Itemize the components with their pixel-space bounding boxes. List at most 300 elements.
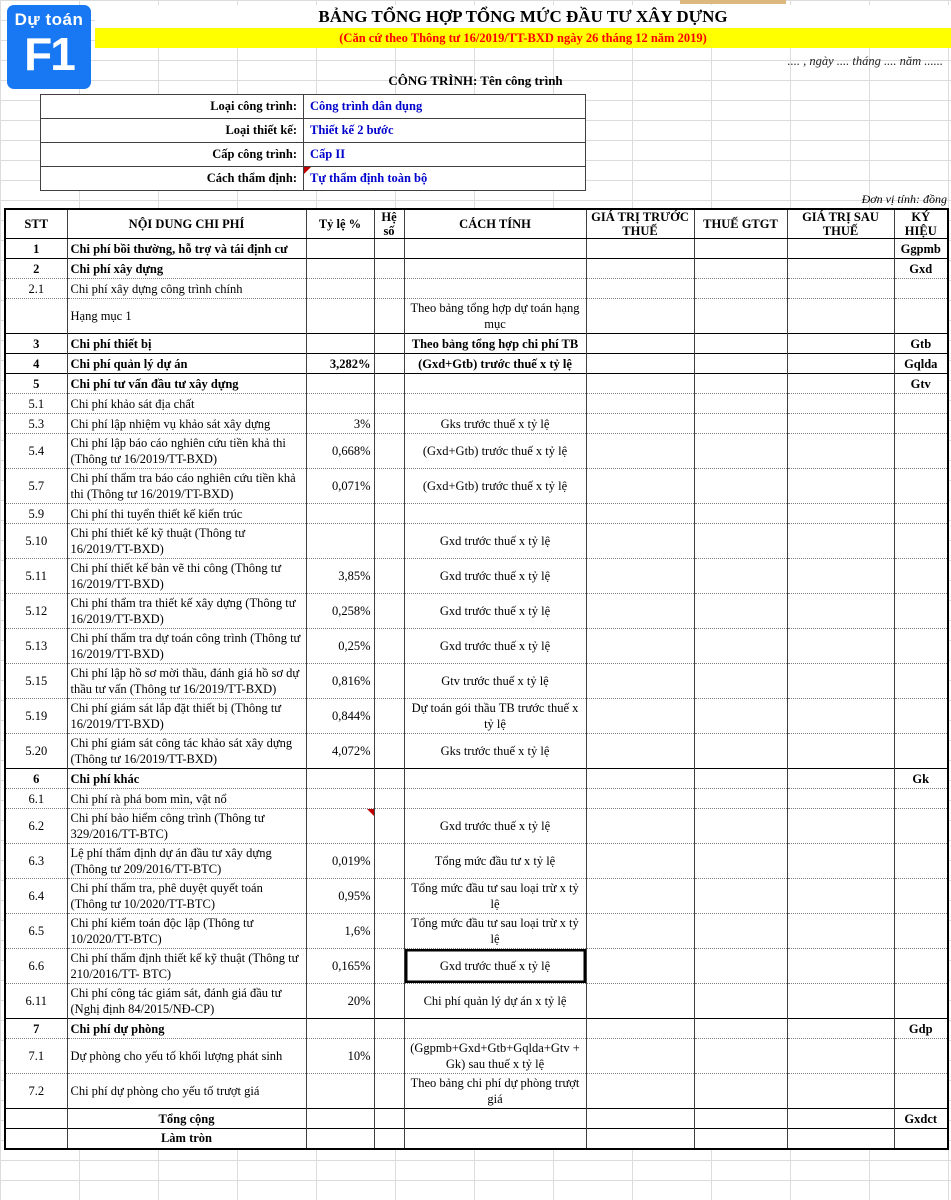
cell-rate[interactable] [306,394,374,414]
cell-stt[interactable]: 6 [5,769,67,789]
cell-method[interactable]: Dự toán gói thầu TB trước thuế x tỷ lệ [404,699,586,734]
column-header-method: CÁCH TÍNH [404,209,586,239]
cell-vat-value[interactable] [694,524,787,559]
cell-vat-value[interactable] [694,1129,787,1149]
cell-rate[interactable] [306,789,374,809]
cell-stt[interactable]: 7 [5,1019,67,1039]
cell-coefficient[interactable] [374,1074,404,1109]
cell-stt[interactable]: 5.20 [5,734,67,769]
cell-stt[interactable]: 4 [5,354,67,374]
cell-vat-value[interactable] [694,769,787,789]
cell-vat-value[interactable] [694,504,787,524]
cell-method[interactable] [404,1109,586,1129]
cell-coefficient[interactable] [374,334,404,354]
cell-vat-value[interactable] [694,734,787,769]
cell-method[interactable] [404,259,586,279]
cell-symbol[interactable] [894,914,948,949]
cell-pre-tax-value[interactable] [586,734,694,769]
cell-stt[interactable] [5,1109,67,1129]
table-row [5,1074,948,1109]
cell-post-tax-value[interactable] [787,949,894,984]
cell-pre-tax-value[interactable] [586,1109,694,1129]
cell-pre-tax-value[interactable] [586,1129,694,1149]
cell-symbol[interactable] [894,299,948,334]
cell-content[interactable]: Chi phí giám sát lắp đặt thiết bị (Thông tư 16/2019/TT-BXD) [67,699,306,734]
cell-vat-value[interactable] [694,879,787,914]
cell-post-tax-value[interactable] [787,1129,894,1149]
cell-coefficient[interactable] [374,279,404,299]
cell-method[interactable] [404,239,586,259]
cell-post-tax-value[interactable] [787,239,894,259]
cell-pre-tax-value[interactable] [586,1074,694,1109]
cell-vat-value[interactable] [694,374,787,394]
cell-coefficient[interactable] [374,239,404,259]
cell-rate[interactable] [306,279,374,299]
cell-coefficient[interactable] [374,699,404,734]
cell-vat-value[interactable] [694,949,787,984]
cell-method[interactable]: Theo bảng chi phí dự phòng trượt giá [404,1074,586,1109]
cell-coefficient[interactable] [374,504,404,524]
cell-post-tax-value[interactable] [787,469,894,504]
cell-rate[interactable]: 0,258% [306,594,374,629]
cell-stt[interactable]: 1 [5,239,67,259]
cell-post-tax-value[interactable] [787,374,894,394]
cell-method[interactable]: Gks trước thuế x tỷ lệ [404,734,586,769]
cell-stt[interactable]: 7.1 [5,1039,67,1074]
cell-coefficient[interactable] [374,949,404,984]
cell-content[interactable]: Chi phí tư vấn đầu tư xây dựng [67,374,306,394]
cell-content[interactable]: Làm tròn [67,1129,306,1149]
cell-stt[interactable]: 7.2 [5,1074,67,1109]
cell-content[interactable]: Tổng cộng [67,1109,306,1129]
cell-pre-tax-value[interactable] [586,334,694,354]
info-value-with-comment-icon[interactable]: Tự thẩm định toàn bộ [304,167,586,191]
cell-stt[interactable]: 5.11 [5,559,67,594]
cell-content[interactable]: Chi phí công tác giám sát, đánh giá đầu tư (Nghị định 84/2015/NĐ-CP) [67,984,306,1019]
cell-vat-value[interactable] [694,259,787,279]
cell-stt[interactable]: 5.15 [5,664,67,699]
cell-method[interactable]: Gxd trước thuế x tỷ lệ [404,629,586,664]
cell-method[interactable] [404,374,586,394]
cell-symbol[interactable] [894,469,948,504]
cell-symbol[interactable] [894,949,948,984]
cell-pre-tax-value[interactable] [586,524,694,559]
cell-pre-tax-value[interactable] [586,259,694,279]
cell-symbol[interactable] [894,664,948,699]
cell-coefficient[interactable] [374,559,404,594]
cell-rate[interactable] [306,1109,374,1129]
cell-pre-tax-value[interactable] [586,879,694,914]
cell-vat-value[interactable] [694,809,787,844]
cell-coefficient[interactable] [374,374,404,394]
cell-coefficient[interactable] [374,414,404,434]
cell-symbol[interactable] [894,879,948,914]
cell-rate[interactable] [306,504,374,524]
cell-symbol[interactable] [894,844,948,879]
cell-pre-tax-value[interactable] [586,844,694,879]
cell-content[interactable]: Chi phí dự phòng [67,1019,306,1039]
cell-pre-tax-value[interactable] [586,984,694,1019]
cell-coefficient[interactable] [374,1039,404,1074]
cell-coefficient[interactable] [374,259,404,279]
cell-rate[interactable] [306,299,374,334]
cell-symbol[interactable] [894,524,948,559]
cell-post-tax-value[interactable] [787,394,894,414]
cell-rate[interactable] [306,374,374,394]
cell-stt[interactable]: 6.6 [5,949,67,984]
cell-vat-value[interactable] [694,984,787,1019]
cell-method[interactable]: Gxd trước thuế x tỷ lệ [404,949,586,984]
cell-coefficient[interactable] [374,809,404,844]
cell-content[interactable]: Chi phí thi tuyển thiết kế kiến trúc [67,504,306,524]
cell-stt[interactable] [5,1129,67,1149]
cell-symbol[interactable]: Gxdct [894,1109,948,1129]
cell-method[interactable]: Gxd trước thuế x tỷ lệ [404,524,586,559]
cell-rate[interactable] [306,239,374,259]
cell-symbol[interactable] [894,394,948,414]
cell-symbol[interactable] [894,414,948,434]
cell-stt[interactable]: 5.7 [5,469,67,504]
cell-pre-tax-value[interactable] [586,414,694,434]
cell-method[interactable]: Theo bảng tổng hợp chi phí TB [404,334,586,354]
cell-pre-tax-value[interactable] [586,594,694,629]
cell-pre-tax-value[interactable] [586,809,694,844]
cell-symbol[interactable]: Gk [894,769,948,789]
cell-rate[interactable] [306,334,374,354]
cell-rate[interactable]: 0,25% [306,629,374,664]
highlighted-cell-fragment [680,0,786,4]
cell-content[interactable]: Chi phí thẩm tra thiết kế xây dựng (Thông tư 16/2019/TT-BXD) [67,594,306,629]
cell-symbol[interactable] [894,504,948,524]
cell-post-tax-value[interactable] [787,524,894,559]
cell-pre-tax-value[interactable] [586,914,694,949]
cell-method[interactable] [404,789,586,809]
cell-symbol[interactable]: Ggpmb [894,239,948,259]
cell-post-tax-value[interactable] [787,914,894,949]
cell-symbol[interactable] [894,734,948,769]
cell-post-tax-value[interactable] [787,984,894,1019]
cell-content[interactable]: Chi phí rà phá bom mìn, vật nổ [67,789,306,809]
cell-pre-tax-value[interactable] [586,354,694,374]
cell-method[interactable] [404,279,586,299]
cell-vat-value[interactable] [694,1039,787,1074]
cell-symbol[interactable] [894,1039,948,1074]
cell-content[interactable]: Hạng mục 1 [67,299,306,334]
cell-symbol[interactable] [894,699,948,734]
cell-rate[interactable]: 1,6% [306,914,374,949]
cell-vat-value[interactable] [694,699,787,734]
cell-content[interactable]: Chi phí giám sát công tác khảo sát xây dựng (Thông tư 16/2019/TT-BXD) [67,734,306,769]
cell-post-tax-value[interactable] [787,879,894,914]
cell-method[interactable]: (Ggpmb+Gxd+Gtb+Gqlda+Gtv + Gk) sau thuế x tỷ lệ [404,1039,586,1074]
cell-content[interactable]: Chi phí xây dựng [67,259,306,279]
cell-vat-value[interactable] [694,629,787,664]
cell-content[interactable]: Chi phí kiểm toán độc lập (Thông tư 10/2020/TT-BTC) [67,914,306,949]
cell-coefficient[interactable] [374,914,404,949]
cell-method[interactable]: Tổng mức đầu tư sau loại trừ x tỷ lệ [404,879,586,914]
cell-method[interactable]: (Gxd+Gtb) trước thuế x tỷ lệ [404,469,586,504]
cell-coefficient[interactable] [374,469,404,504]
cell-post-tax-value[interactable] [787,734,894,769]
cell-rate[interactable] [306,524,374,559]
cell-post-tax-value[interactable] [787,434,894,469]
cell-post-tax-value[interactable] [787,809,894,844]
cell-rate[interactable] [306,259,374,279]
cell-method[interactable]: Gxd trước thuế x tỷ lệ [404,809,586,844]
cell-stt[interactable]: 5.1 [5,394,67,414]
cell-stt[interactable]: 6.5 [5,914,67,949]
cell-post-tax-value[interactable] [787,699,894,734]
cell-rate[interactable]: 3,282% [306,354,374,374]
cell-content[interactable]: Chi phí thiết kế kỹ thuật (Thông tư 16/2019/TT-BXD) [67,524,306,559]
cell-rate[interactable] [306,769,374,789]
cell-symbol[interactable]: Gxd [894,259,948,279]
cell-method[interactable]: Gxd trước thuế x tỷ lệ [404,594,586,629]
cell-content[interactable]: Chi phí thẩm tra, phê duyệt quyết toán (Thông tư 10/2020/TT-BTC) [67,879,306,914]
cell-content[interactable]: Chi phí bồi thường, hỗ trợ và tái định cư [67,239,306,259]
table-row [5,914,948,949]
cell-rate[interactable]: 3,85% [306,559,374,594]
cell-pre-tax-value[interactable] [586,559,694,594]
cell-vat-value[interactable] [694,594,787,629]
cell-rate[interactable] [306,809,374,844]
cell-vat-value[interactable] [694,664,787,699]
cell-symbol[interactable] [894,1074,948,1109]
cell-rate[interactable]: 0,071% [306,469,374,504]
cell-symbol[interactable] [894,559,948,594]
info-value[interactable]: Cấp II [304,143,586,167]
cell-post-tax-value[interactable] [787,259,894,279]
cell-content[interactable]: Lệ phí thẩm định dự án đầu tư xây dựng (Thông tư 209/2016/TT-BTC) [67,844,306,879]
cell-content[interactable]: Chi phí thiết kế bản vẽ thi công (Thông tư 16/2019/TT-BXD) [67,559,306,594]
cell-stt[interactable]: 5.19 [5,699,67,734]
cell-coefficient[interactable] [374,1129,404,1149]
cell-content[interactable]: Chi phí xây dựng công trình chính [67,279,306,299]
cell-rate[interactable] [306,1129,374,1149]
cell-rate[interactable]: 0,165% [306,949,374,984]
cell-coefficient[interactable] [374,629,404,664]
cell-method[interactable]: Gxd trước thuế x tỷ lệ [404,559,586,594]
cell-content[interactable]: Chi phí khảo sát địa chất [67,394,306,414]
cell-pre-tax-value[interactable] [586,299,694,334]
cell-rate[interactable]: 0,95% [306,879,374,914]
cell-method[interactable]: (Gxd+Gtb) trước thuế x tỷ lệ [404,354,586,374]
cell-vat-value[interactable] [694,844,787,879]
cell-post-tax-value[interactable] [787,594,894,629]
cell-coefficient[interactable] [374,299,404,334]
cell-pre-tax-value[interactable] [586,629,694,664]
cell-vat-value[interactable] [694,279,787,299]
cell-rate[interactable] [306,1074,374,1109]
cell-vat-value[interactable] [694,1109,787,1129]
cell-symbol[interactable] [894,279,948,299]
cell-symbol[interactable] [894,809,948,844]
cell-method[interactable]: Gks trước thuế x tỷ lệ [404,414,586,434]
cell-content[interactable]: Chi phí quản lý dự án [67,354,306,374]
cell-stt[interactable]: 5.4 [5,434,67,469]
cell-pre-tax-value[interactable] [586,789,694,809]
cell-content[interactable]: Chi phí thẩm tra dự toán công trình (Thông tư 16/2019/TT-BXD) [67,629,306,664]
cell-pre-tax-value[interactable] [586,949,694,984]
cell-rate[interactable]: 0,668% [306,434,374,469]
cell-content[interactable]: Chi phí lập nhiệm vụ khảo sát xây dựng [67,414,306,434]
cell-coefficient[interactable] [374,354,404,374]
cell-vat-value[interactable] [694,334,787,354]
cell-post-tax-value[interactable] [787,1109,894,1129]
cell-vat-value[interactable] [694,394,787,414]
cell-method[interactable] [404,1019,586,1039]
cell-content[interactable]: Dự phòng cho yếu tố khối lượng phát sinh [67,1039,306,1074]
cell-coefficient[interactable] [374,1019,404,1039]
cell-post-tax-value[interactable] [787,664,894,699]
cell-symbol[interactable] [894,984,948,1019]
cell-stt[interactable] [5,299,67,334]
cell-coefficient[interactable] [374,394,404,414]
cell-pre-tax-value[interactable] [586,699,694,734]
cell-content[interactable]: Chi phí thiết bị [67,334,306,354]
cell-coefficient[interactable] [374,434,404,469]
cell-vat-value[interactable] [694,414,787,434]
cell-symbol[interactable] [894,789,948,809]
cell-pre-tax-value[interactable] [586,279,694,299]
cell-method[interactable]: Gtv trước thuế x tỷ lệ [404,664,586,699]
cell-stt[interactable]: 5 [5,374,67,394]
cell-post-tax-value[interactable] [787,334,894,354]
cell-pre-tax-value[interactable] [586,1039,694,1074]
cell-coefficient[interactable] [374,734,404,769]
cell-vat-value[interactable] [694,1019,787,1039]
cell-stt[interactable]: 5.13 [5,629,67,664]
cell-stt[interactable]: 5.3 [5,414,67,434]
cell-symbol[interactable]: Gtv [894,374,948,394]
cell-post-tax-value[interactable] [787,299,894,334]
cell-coefficient[interactable] [374,594,404,629]
cell-coefficient[interactable] [374,844,404,879]
cell-vat-value[interactable] [694,1074,787,1109]
cell-coefficient[interactable] [374,769,404,789]
cell-method[interactable] [404,504,586,524]
cell-post-tax-value[interactable] [787,559,894,594]
cell-rate[interactable]: 0,816% [306,664,374,699]
cell-method[interactable] [404,769,586,789]
cell-stt[interactable]: 6.1 [5,789,67,809]
cell-method[interactable]: Theo bảng tổng hợp dự toán hạng mục [404,299,586,334]
cell-pre-tax-value[interactable] [586,504,694,524]
cell-post-tax-value[interactable] [787,1074,894,1109]
cell-pre-tax-value[interactable] [586,1019,694,1039]
column-header-pre-tax-value: GIÁ TRỊ TRƯỚC THUẾ [586,209,694,239]
cell-stt[interactable]: 3 [5,334,67,354]
cell-content[interactable]: Chi phí lập báo cáo nghiên cứu tiền khả thi (Thông tư 16/2019/TT-BXD) [67,434,306,469]
cell-symbol[interactable] [894,594,948,629]
table-row [5,299,948,334]
info-value[interactable]: Thiết kế 2 bước [304,119,586,143]
cell-vat-value[interactable] [694,914,787,949]
cell-content[interactable]: Chi phí dự phòng cho yếu tố trượt giá [67,1074,306,1109]
cell-post-tax-value[interactable] [787,844,894,879]
cell-symbol[interactable] [894,434,948,469]
cell-rate[interactable]: 3% [306,414,374,434]
cell-method[interactable]: Tổng mức đầu tư sau loại trừ x tỷ lệ [404,914,586,949]
cell-symbol[interactable]: Gqlda [894,354,948,374]
cell-post-tax-value[interactable] [787,1039,894,1074]
cell-stt[interactable]: 6.3 [5,844,67,879]
cell-stt[interactable]: 6.11 [5,984,67,1019]
cell-content[interactable]: Chi phí bảo hiểm công trình (Thông tư 329/2016/TT-BTC) [67,809,306,844]
cell-coefficient[interactable] [374,664,404,699]
cell-pre-tax-value[interactable] [586,664,694,699]
cell-coefficient[interactable] [374,1109,404,1129]
cell-rate[interactable]: 0,019% [306,844,374,879]
cell-method[interactable]: Tổng mức đầu tư x tỷ lệ [404,844,586,879]
cell-rate[interactable] [306,1019,374,1039]
cell-symbol[interactable] [894,629,948,664]
cell-post-tax-value[interactable] [787,414,894,434]
cell-method[interactable]: (Gxd+Gtb) trước thuế x tỷ lệ [404,434,586,469]
cell-rate[interactable]: 0,844% [306,699,374,734]
cell-stt[interactable]: 6.2 [5,809,67,844]
cell-vat-value[interactable] [694,789,787,809]
cell-symbol[interactable] [894,1129,948,1149]
cell-coefficient[interactable] [374,879,404,914]
cell-vat-value[interactable] [694,559,787,594]
cell-rate[interactable]: 10% [306,1039,374,1074]
cell-stt[interactable]: 6.4 [5,879,67,914]
cell-rate[interactable]: 4,072% [306,734,374,769]
cell-stt[interactable]: 2 [5,259,67,279]
cell-post-tax-value[interactable] [787,504,894,524]
cell-vat-value[interactable] [694,239,787,259]
cell-content[interactable]: Chi phí lập hồ sơ mời thầu, đánh giá hồ sơ dự thầu tư vấn (Thông tư 16/2019/TT-BXD) [67,664,306,699]
cell-pre-tax-value[interactable] [586,374,694,394]
cell-method[interactable] [404,394,586,414]
cell-coefficient[interactable] [374,524,404,559]
cell-content[interactable]: Chi phí khác [67,769,306,789]
cell-coefficient[interactable] [374,789,404,809]
cell-post-tax-value[interactable] [787,769,894,789]
cell-content[interactable]: Chi phí thẩm tra báo cáo nghiên cứu tiền khả thi (Thông tư 16/2019/TT-BXD) [67,469,306,504]
cell-symbol[interactable]: Gdp [894,1019,948,1039]
cell-stt[interactable]: 2.1 [5,279,67,299]
cell-vat-value[interactable] [694,469,787,504]
cell-pre-tax-value[interactable] [586,434,694,469]
cell-post-tax-value[interactable] [787,354,894,374]
cell-content[interactable]: Chi phí thẩm định thiết kế kỹ thuật (Thông tư 210/2016/TT- BTC) [67,949,306,984]
cell-rate[interactable]: 20% [306,984,374,1019]
cell-post-tax-value[interactable] [787,789,894,809]
cell-post-tax-value[interactable] [787,1019,894,1039]
cell-pre-tax-value[interactable] [586,239,694,259]
cell-vat-value[interactable] [694,354,787,374]
cell-stt[interactable]: 5.9 [5,504,67,524]
cell-pre-tax-value[interactable] [586,469,694,504]
info-value[interactable]: Công trình dân dụng [304,95,586,119]
cell-post-tax-value[interactable] [787,279,894,299]
cell-coefficient[interactable] [374,984,404,1019]
cell-stt[interactable]: 5.10 [5,524,67,559]
cell-method[interactable]: Chi phí quản lý dự án x tỷ lệ [404,984,586,1019]
unit-note: Đơn vị tính: đồng [861,192,947,206]
cell-vat-value[interactable] [694,434,787,469]
cell-vat-value[interactable] [694,299,787,334]
cell-method[interactable] [404,1129,586,1149]
cell-symbol[interactable]: Gtb [894,334,948,354]
cell-stt[interactable]: 5.12 [5,594,67,629]
cell-post-tax-value[interactable] [787,629,894,664]
table-row [5,949,948,984]
cell-pre-tax-value[interactable] [586,394,694,414]
cell-pre-tax-value[interactable] [586,769,694,789]
